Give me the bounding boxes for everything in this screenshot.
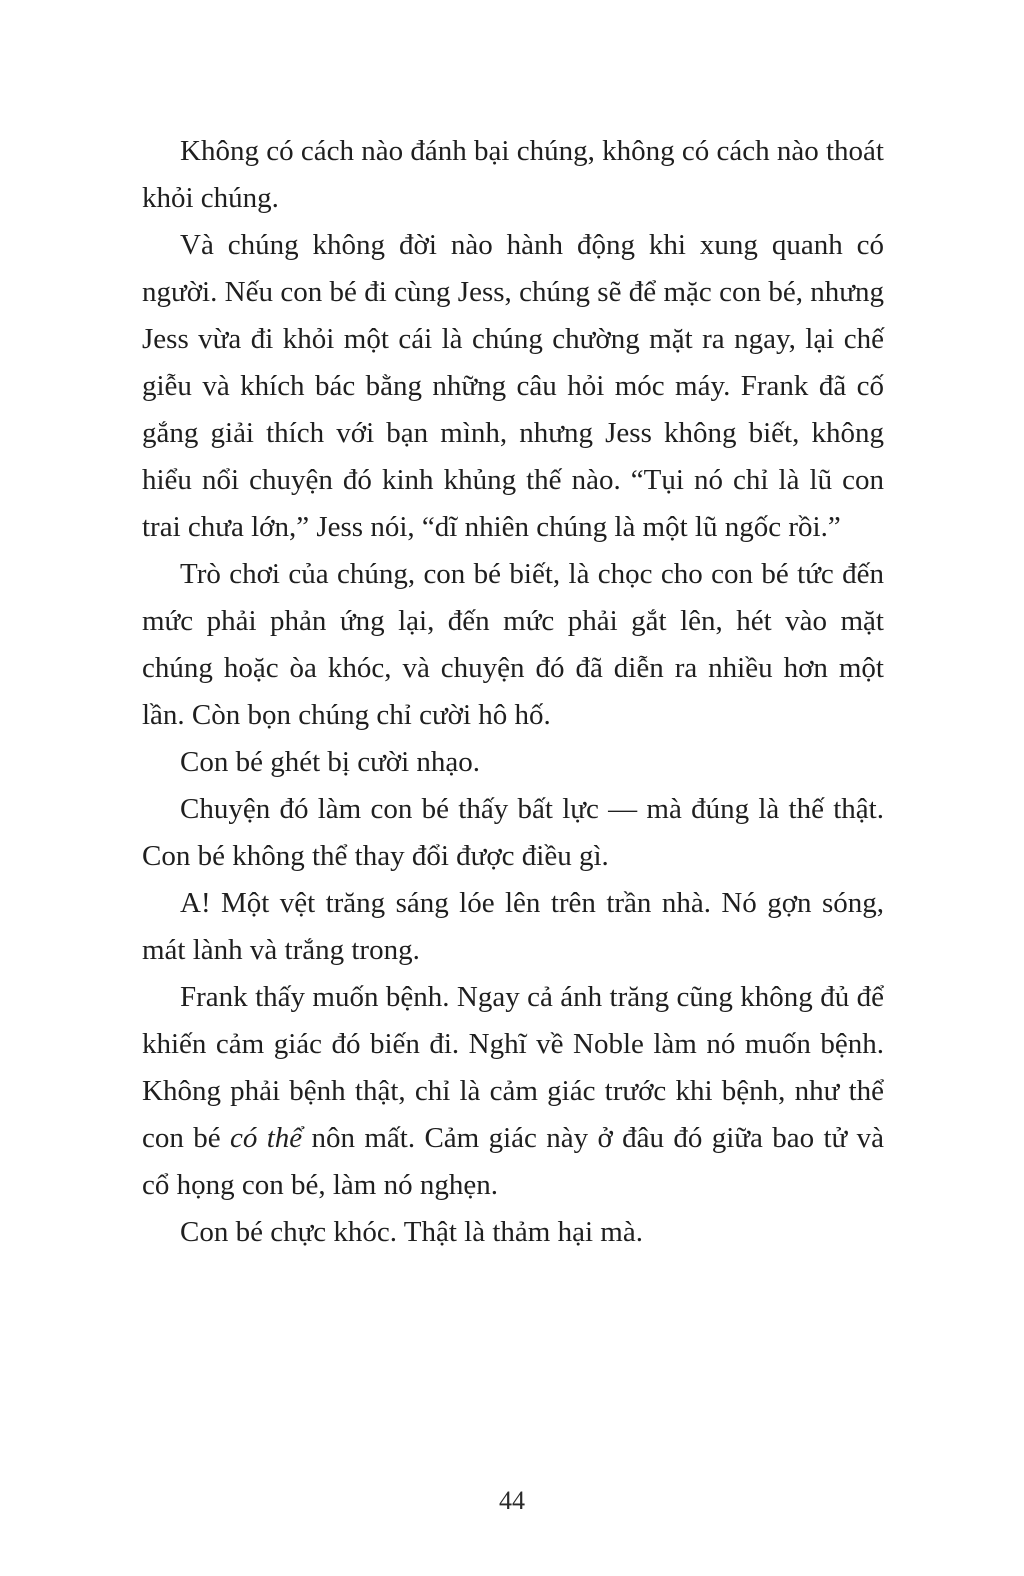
- page-text: [142, 128, 884, 1256]
- paragraph: [142, 786, 884, 880]
- text-run: A! Một vệt trăng sáng lóe lên trên trần nhà. Nó gợn sóng, mát lành và trắng trong.: [142, 887, 884, 966]
- text-run: Trò chơi của chúng, con bé biết, là chọc cho con bé tức đến mức phải phản ứng lại, đến mức phải gắt lên, hét vào mặt chúng hoặc òa khóc, và chuyện đó đã diễn ra nhiều hơn một lần. Còn bọn chúng chỉ cười hô hố.: [142, 558, 884, 731]
- paragraph: [142, 974, 884, 1209]
- paragraph: [142, 551, 884, 739]
- paragraph: [142, 739, 884, 786]
- page-number: 44: [499, 1486, 525, 1515]
- paragraph: [142, 222, 884, 551]
- text-run: Frank thấy muốn bệnh. Ngay cả ánh trăng cũng không đủ để khiến cảm giác đó biến đi. Nghĩ về Noble làm nó muốn bệnh. Không phải bệnh thật, chỉ là cảm giác trước khi bệnh, như thể con bé: [142, 981, 884, 1154]
- text-run: Và chúng không đời nào hành động khi xung quanh có người. Nếu con bé đi cùng Jess, chúng sẽ để mặc con bé, nhưng Jess vừa đi khỏi một cái là chúng chường mặt ra ngay, lại chế giễu và khích bác bằng những câu hỏi móc máy. Frank đã cố gắng giải thích với bạn mình, nhưng Jess không biết, không hiểu nổi chuyện đó kinh khủng thế nào. “Tụi nó chỉ là lũ con trai chưa lớn,” Jess nói, “dĩ nhiên chúng là một lũ ngốc rồi.”: [142, 229, 884, 543]
- text-run: Không có cách nào đánh bại chúng, không có cách nào thoát khỏi chúng.: [142, 135, 884, 214]
- paragraph: [142, 128, 884, 222]
- italic-text-run: có thể: [229, 1122, 303, 1154]
- paragraph: [142, 1209, 884, 1256]
- paragraph: [142, 880, 884, 974]
- text-run: Chuyện đó làm con bé thấy bất lực — mà đúng là thế thật. Con bé không thể thay đổi được điều gì.: [142, 793, 884, 872]
- text-run: Con bé chực khóc. Thật là thảm hại mà.: [180, 1216, 643, 1248]
- text-run: nôn mất. Cảm giác này ở đâu đó giữa bao tử và cổ họng con bé, làm nó nghẹn.: [142, 1122, 884, 1201]
- text-run: Con bé ghét bị cười nhạo.: [180, 746, 481, 778]
